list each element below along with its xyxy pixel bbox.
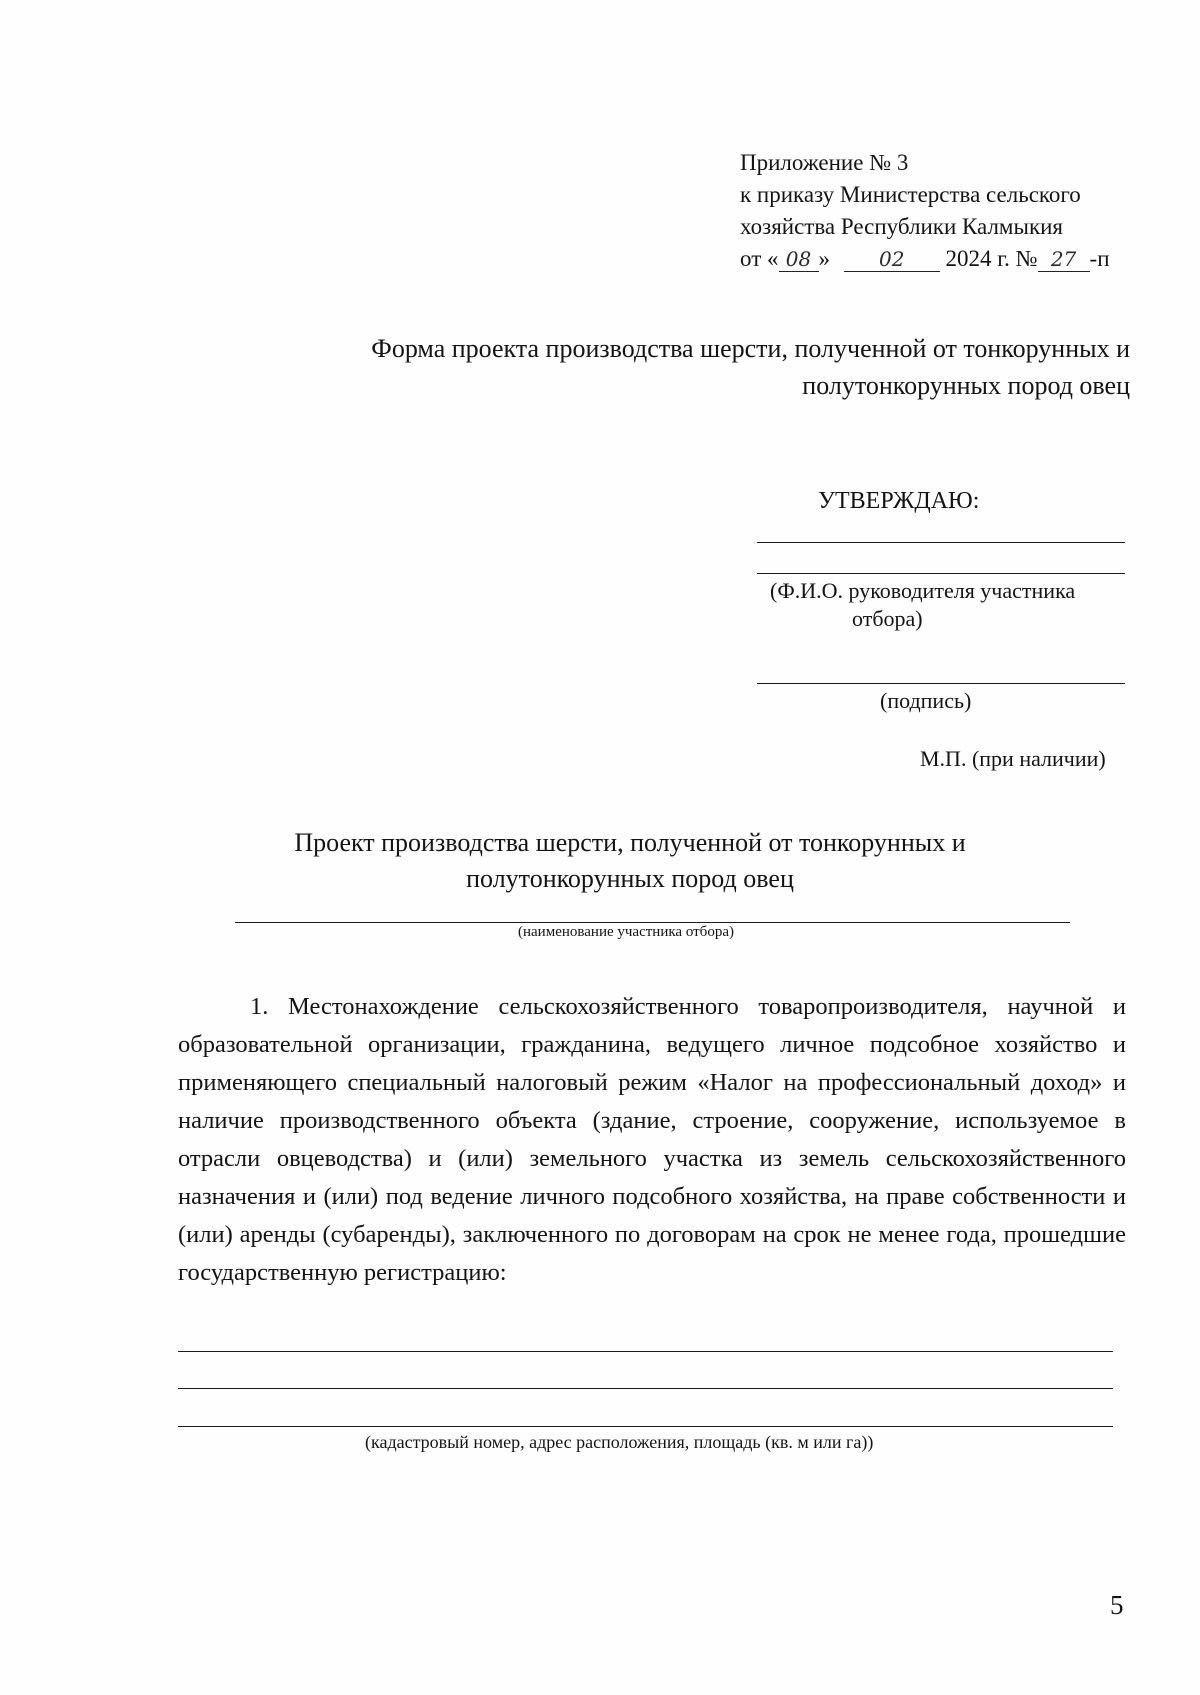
appendix-header (740, 147, 1110, 275)
year-and-number-label: 2024 г. № (945, 246, 1038, 271)
participant-name-line (235, 922, 1070, 923)
order-suffix: -п (1089, 246, 1110, 271)
approval-line-1 (757, 542, 1125, 543)
signature-caption: (подпись) (880, 688, 972, 713)
approval-title: УТВЕРЖДАЮ: (818, 488, 980, 514)
fio-caption-line2: отбора) (852, 606, 923, 631)
fio-caption-line1: (Ф.И.О. руководителя участника (770, 578, 1076, 603)
handwritten-day: 08 (779, 247, 819, 272)
date-quote-close: » (818, 246, 830, 271)
form-title-line1: Форма проекта производства шерсти, полученной от тонкорунных и (371, 334, 1130, 363)
section-1-number: 1. (250, 993, 269, 1020)
handwritten-month: 02 (844, 247, 940, 272)
fill-line-2 (178, 1388, 1113, 1389)
approval-line-2 (757, 573, 1125, 574)
appendix-ministry-line: хозяйства Республики Калмыкия (740, 214, 1063, 239)
participant-caption: (наименование участника отбора) (518, 924, 734, 940)
fio-caption (770, 577, 1075, 633)
project-title (230, 825, 1030, 897)
appendix-date-line (740, 243, 1110, 275)
seal-note: М.П. (при наличии) (920, 746, 1106, 771)
form-title (371, 330, 1130, 404)
fill-line-1 (178, 1351, 1113, 1352)
form-title-line2: полутонкорунных пород овец (802, 371, 1130, 400)
handwritten-order-number: 27 (1038, 247, 1090, 272)
project-title-line2: полутонкорунных пород овец (466, 864, 794, 893)
appendix-order-line: к приказу Министерства сельского (740, 182, 1081, 207)
appendix-number: Приложение № 3 (740, 150, 909, 175)
fill-line-3 (178, 1426, 1113, 1427)
project-title-line1: Проект производства шерсти, полученной от тонкорунных и (294, 828, 966, 857)
cadastral-caption: (кадастровый номер, адрес расположения, площадь (кв. м или га)) (365, 1432, 874, 1452)
page-number: 5 (1110, 1590, 1124, 1620)
date-prefix: от « (740, 246, 779, 271)
signature-line (757, 683, 1125, 684)
section-1-paragraph (178, 988, 1126, 1292)
section-1-text: Местонахождение сельскохозяйственного товаропроизводителя, научной и образовательной организации, гражданина, ведущего личное подсобное хозяйство и применяющего специальный налоговый режим «Налог на профессиональный доход» и наличие производственного объекта (здание, строение, сооружение, используемое в отрасли овцеводства) и (или) земельного участка из земель сельскохозяйственного назначения и (или) под ведение личного подсобного хозяйства, на праве собственности и (или) аренды (субаренды), заключенного по договорам на срок не менее года, прошедшие государственную регистрацию: (178, 993, 1127, 1286)
